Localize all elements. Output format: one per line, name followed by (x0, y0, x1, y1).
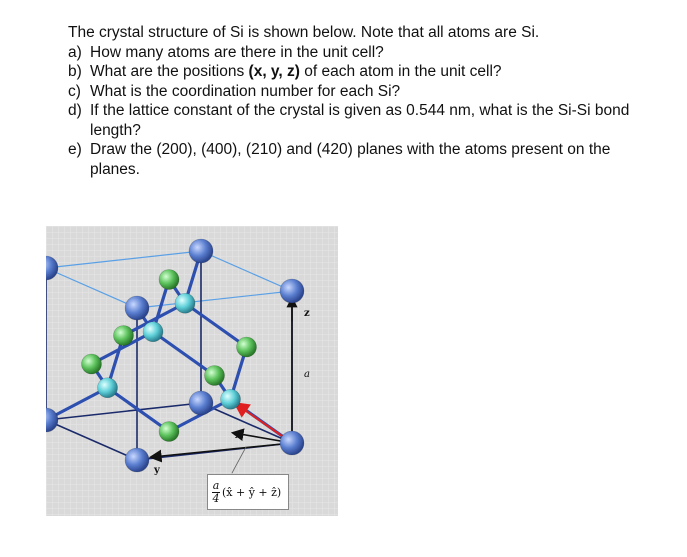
interior-atom (98, 378, 118, 398)
face-atom (159, 422, 179, 442)
face-atom (159, 270, 179, 290)
question-b (68, 62, 648, 82)
caption-denominator: 4 (212, 491, 220, 505)
interior-atom (143, 322, 163, 342)
crystal-structure-diagram (46, 226, 338, 516)
caption-numerator: a (212, 478, 220, 492)
question-letter: d) (68, 102, 82, 119)
intro-text: The crystal structure of Si is shown below. Note that all atoms are Si. (68, 24, 540, 41)
corner-atom (125, 296, 149, 320)
corner-atom (280, 279, 304, 303)
question-d (68, 101, 648, 140)
face-atom (205, 366, 225, 386)
question-block (68, 23, 648, 179)
interior-atom (221, 389, 241, 409)
interior-atom (175, 293, 195, 313)
face-atom (82, 354, 102, 374)
lattice-constant-label: a (304, 369, 310, 380)
question-letter: e) (68, 141, 82, 158)
question-text: What is the coordination number for each Si? (90, 82, 401, 100)
question-letter: c) (68, 82, 81, 100)
question-text: How many atoms are there in the unit cell? (90, 43, 384, 61)
question-text: If the lattice constant of the crystal is given as 0.544 nm, what is the Si-Si bond length? (90, 102, 630, 139)
corner-atom (189, 239, 213, 263)
question-a (68, 43, 648, 63)
question-text-pre: What are the positions (90, 63, 249, 80)
face-atom (114, 326, 134, 346)
corner-atom (280, 431, 304, 455)
question-text (90, 62, 648, 82)
caption-fraction (212, 480, 220, 505)
question-e (68, 140, 648, 179)
question-text-bold: (x, y, z) (248, 63, 300, 80)
question-letter: a) (68, 43, 82, 61)
face-atom (237, 337, 257, 357)
question-letter: b) (68, 63, 82, 80)
question-text: Draw the (200), (400), (210) and (420) planes with the atoms present on the planes. (90, 141, 611, 178)
caption-vector: (x̂ + ŷ + ẑ) (222, 485, 282, 499)
axis-x-label: x (235, 430, 241, 441)
corner-atom (189, 391, 213, 415)
corner-atom (125, 448, 149, 472)
bond-vector-caption (207, 474, 289, 510)
question-c (68, 82, 648, 102)
axis-z-label: z (304, 308, 310, 319)
question-text-post: of each atom in the unit cell? (299, 63, 502, 80)
axis-y-label: y (154, 465, 160, 476)
crystal-figure (46, 226, 338, 516)
